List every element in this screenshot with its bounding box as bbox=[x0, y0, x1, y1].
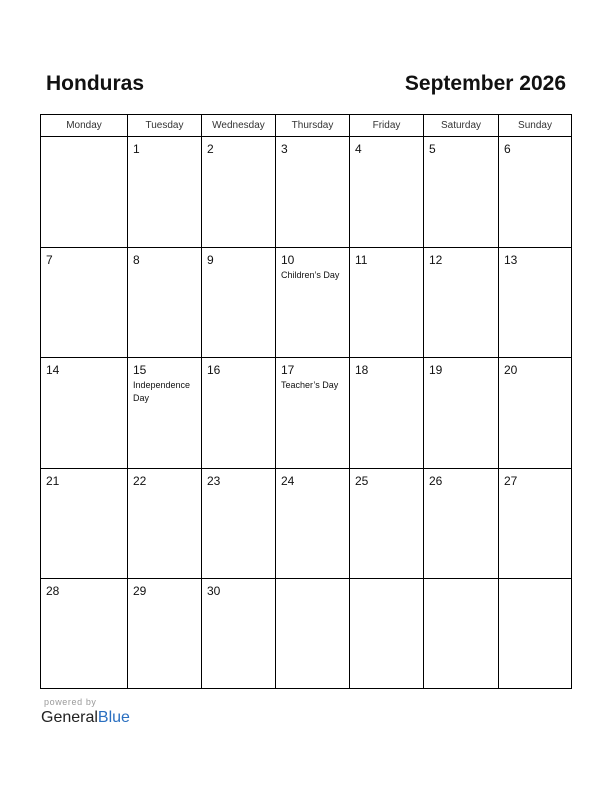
day-number: 14 bbox=[46, 363, 60, 377]
day-cell bbox=[275, 247, 349, 357]
day-number: 13 bbox=[504, 253, 518, 267]
day-number: 23 bbox=[207, 474, 221, 488]
day-number: 25 bbox=[355, 474, 369, 488]
day-cell bbox=[41, 468, 127, 578]
day-cell bbox=[423, 357, 498, 468]
day-number: 18 bbox=[355, 363, 369, 377]
day-number: 12 bbox=[429, 253, 443, 267]
day-cell bbox=[498, 468, 571, 578]
day-number: 26 bbox=[429, 474, 443, 488]
day-cell bbox=[127, 468, 201, 578]
day-cell bbox=[349, 578, 423, 688]
brand-blue-text: Blue bbox=[97, 709, 130, 726]
brand-general-text: General bbox=[41, 709, 98, 726]
day-number: 1 bbox=[133, 142, 140, 156]
country-title: Honduras bbox=[46, 72, 145, 95]
day-cell bbox=[349, 357, 423, 468]
weekday-monday: Monday bbox=[41, 115, 127, 137]
day-cell bbox=[201, 357, 275, 468]
day-cell bbox=[275, 137, 349, 247]
day-cell bbox=[127, 578, 201, 688]
holiday-label: Independence Day bbox=[133, 380, 191, 403]
day-number: 15 bbox=[133, 363, 147, 377]
generalblue-logo[interactable] bbox=[41, 708, 130, 728]
day-cell bbox=[349, 468, 423, 578]
day-number: 20 bbox=[504, 363, 518, 377]
day-cell bbox=[201, 137, 275, 247]
holiday-label: Children’s Day bbox=[281, 270, 340, 280]
day-cell bbox=[201, 578, 275, 688]
weekday-thursday: Thursday bbox=[275, 115, 349, 137]
day-number: 6 bbox=[504, 142, 511, 156]
day-number: 30 bbox=[207, 584, 221, 598]
day-number: 10 bbox=[281, 253, 295, 267]
footer-branding bbox=[41, 697, 241, 731]
weekday-friday: Friday bbox=[349, 115, 423, 137]
day-cell bbox=[41, 247, 127, 357]
day-number: 22 bbox=[133, 474, 147, 488]
weekday-wednesday: Wednesday bbox=[201, 115, 275, 137]
day-cell bbox=[349, 137, 423, 247]
day-cell bbox=[498, 247, 571, 357]
day-number: 8 bbox=[133, 253, 140, 267]
day-number: 21 bbox=[46, 474, 60, 488]
day-number: 27 bbox=[504, 474, 518, 488]
day-cell bbox=[423, 468, 498, 578]
day-cell bbox=[275, 468, 349, 578]
day-cell bbox=[498, 578, 571, 688]
day-number: 9 bbox=[207, 253, 214, 267]
day-cell bbox=[423, 137, 498, 247]
weekday-header-row bbox=[41, 115, 571, 137]
holiday-label: Teacher’s Day bbox=[281, 380, 339, 390]
day-cell bbox=[127, 357, 201, 468]
calendar-header bbox=[40, 70, 572, 100]
day-number: 28 bbox=[46, 584, 60, 598]
day-number: 5 bbox=[429, 142, 436, 156]
day-cell bbox=[201, 468, 275, 578]
weekday-sunday: Sunday bbox=[498, 115, 571, 137]
day-cell bbox=[41, 357, 127, 468]
day-cell bbox=[349, 247, 423, 357]
day-cell bbox=[275, 357, 349, 468]
day-number: 24 bbox=[281, 474, 295, 488]
day-number: 7 bbox=[46, 253, 53, 267]
weekday-saturday: Saturday bbox=[423, 115, 498, 137]
day-cell bbox=[423, 247, 498, 357]
day-number: 19 bbox=[429, 363, 443, 377]
day-cell bbox=[275, 578, 349, 688]
day-cell bbox=[127, 247, 201, 357]
day-number: 2 bbox=[207, 142, 214, 156]
month-calendar-grid bbox=[40, 114, 572, 689]
day-number: 3 bbox=[281, 142, 288, 156]
day-cell bbox=[498, 357, 571, 468]
day-number: 29 bbox=[133, 584, 147, 598]
day-cell bbox=[423, 578, 498, 688]
month-title: September 2026 bbox=[404, 72, 566, 95]
powered-by-text: powered by bbox=[44, 697, 97, 707]
day-number: 17 bbox=[281, 363, 295, 377]
day-number: 11 bbox=[355, 253, 368, 267]
day-number: 16 bbox=[207, 363, 221, 377]
day-cell bbox=[498, 137, 571, 247]
day-cell bbox=[41, 578, 127, 688]
day-cell bbox=[127, 137, 201, 247]
day-cell bbox=[201, 247, 275, 357]
day-number: 4 bbox=[355, 142, 362, 156]
day-cell bbox=[41, 137, 127, 247]
weekday-tuesday: Tuesday bbox=[127, 115, 201, 137]
